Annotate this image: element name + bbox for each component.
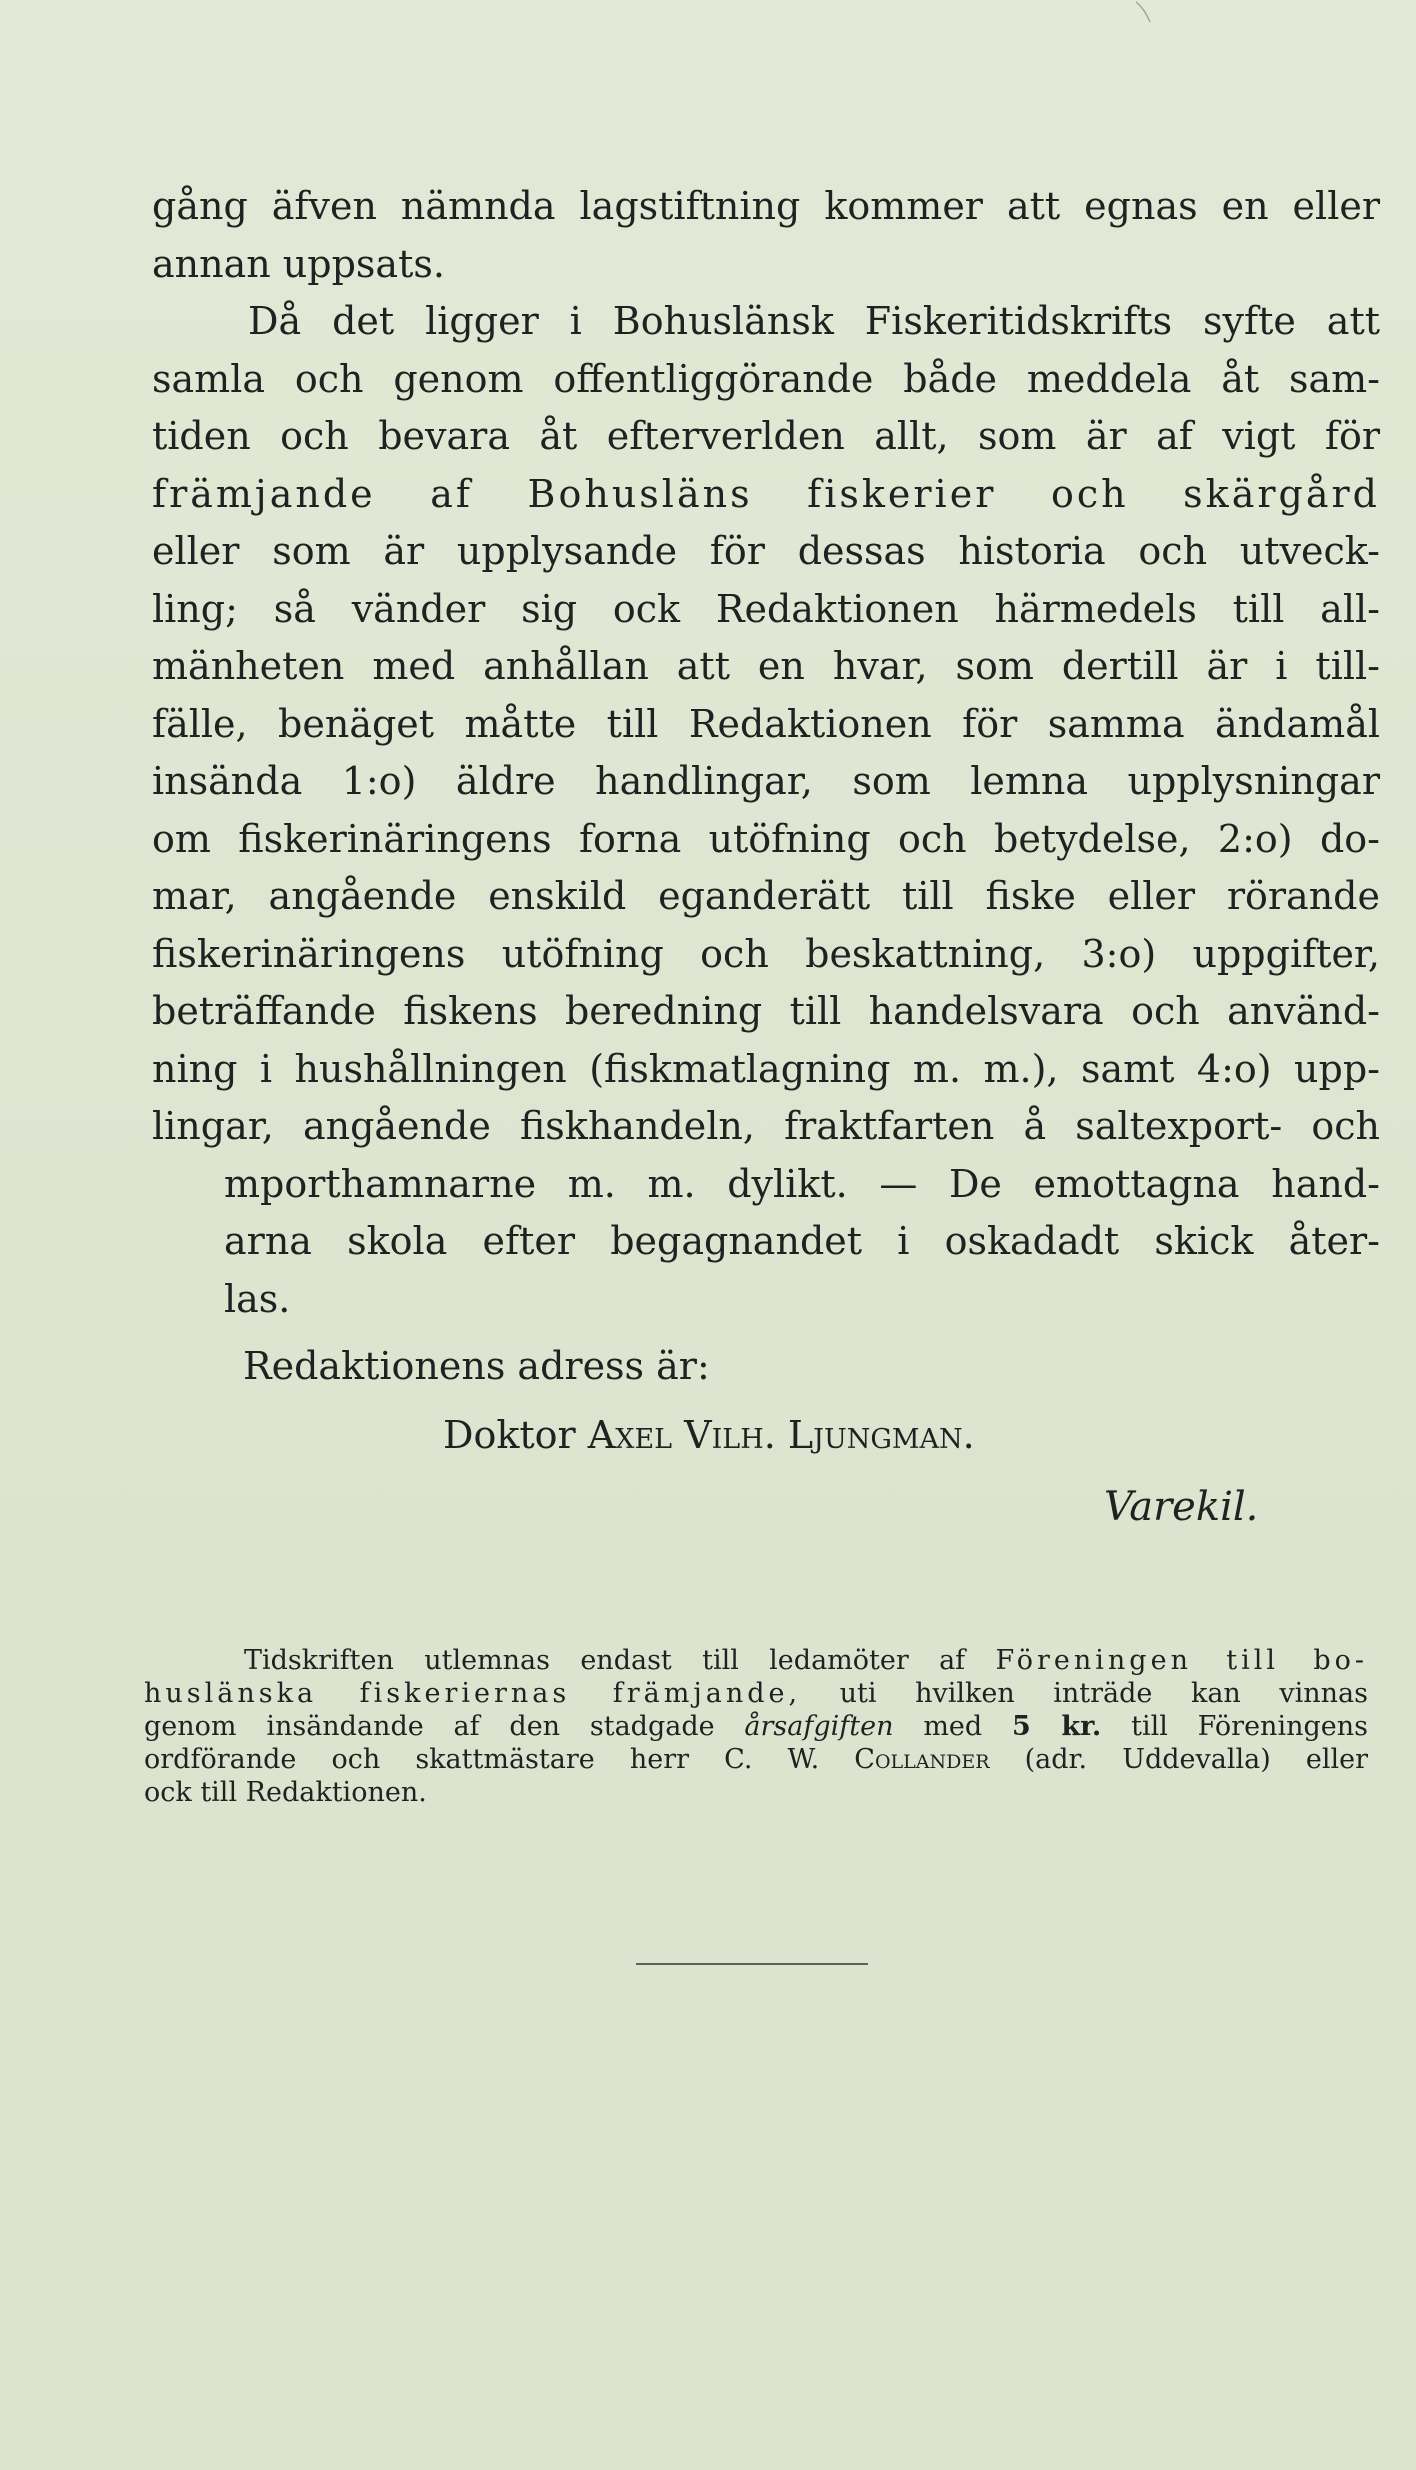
- footnote-line: [144, 1743, 1368, 1776]
- main-text: [152, 178, 1380, 1328]
- text-line: främjande af Bohusläns fiskerier och skärgård: [152, 471, 1380, 516]
- address-person: Axel Vilh. Ljungman.: [587, 1413, 975, 1457]
- footnote-text: uti hvilken inträde kan vinnas: [839, 1678, 1368, 1709]
- footnote: [144, 1644, 1368, 1809]
- address-label: Redaktionens adress är:: [243, 1344, 710, 1388]
- footnote-fee-amount: 5 kr.: [1012, 1711, 1102, 1742]
- footnote-text: genom insändande af den stadgade: [144, 1711, 715, 1742]
- footnote-text: (adr. Uddevalla) eller: [1024, 1744, 1368, 1775]
- text-line: insända 1:o) äldre handlingar, som lemna upplysningar: [152, 759, 1380, 803]
- text-line: samla och genom offentliggörande både meddela åt sam-: [152, 356, 1380, 401]
- text-line: tiden och bevara åt efterverlden allt, som är af vigt för: [152, 414, 1380, 458]
- text-line: Då det ligger i Bohuslänsk Fiskeritidskrifts syfte att: [248, 299, 1380, 343]
- text-line: mporthamnarne m. m. dylikt. — De emottagna hand-: [224, 1161, 1380, 1206]
- footnote-line: ock till Redaktionen.: [144, 1777, 427, 1808]
- text-line: fälle, benäget måtte till Redaktionen för samma ändamål: [152, 701, 1380, 746]
- footnote-text: med: [923, 1711, 983, 1742]
- address-title: Doktor: [443, 1413, 576, 1457]
- footnote-text: Tidskriften utlemnas endast till ledamöter af: [244, 1645, 966, 1676]
- address-name: [443, 1413, 975, 1457]
- text-line: arna skola efter begagnandet i oskadadt skick åter-: [224, 1219, 1380, 1263]
- text-line: ling; så vänder sig ock Redaktionen härmedels till all-: [152, 586, 1380, 631]
- text-line: annan uppsats.: [152, 241, 445, 286]
- text-line: eller som är upplysande för dessas historia och utveck-: [152, 529, 1380, 573]
- text-line: fiskerinäringens utöfning och beskattning, 3:o) uppgifter,: [152, 931, 1380, 976]
- footnote-line: [144, 1677, 1368, 1710]
- text-line: beträffande fiskens beredning till handelsvara och använd-: [152, 989, 1380, 1033]
- text-line: gång äfven nämnda lagstiftning kommer att egnas en eller: [152, 184, 1380, 228]
- text-line: om fiskerinäringens forna utöfning och betydelse, 2:o) do-: [152, 816, 1380, 861]
- footnote-line: [144, 1644, 1368, 1677]
- corner-mark: [1130, 0, 1160, 28]
- footnote-fee-term: årsafgiften: [744, 1711, 894, 1742]
- text-line: mar, angående enskild eganderätt till fiske eller rörande: [152, 874, 1380, 918]
- footnote-line: [144, 1710, 1368, 1743]
- footnote-society: huslänska fiskeriernas främjande,: [144, 1678, 802, 1709]
- text-line: mänheten med anhållan att en hvar, som dertill är i till-: [152, 644, 1380, 688]
- footnote-society: Föreningen till bo-: [995, 1645, 1369, 1676]
- text-line: ning i hushållningen (fiskmatlagning m. m.), samt 4:o) upp-: [152, 1046, 1380, 1091]
- closing-rule: [636, 1963, 868, 1965]
- footnote-treasurer: Collander: [854, 1744, 990, 1775]
- footnote-text: ordförande och skattmästare herr C. W.: [144, 1744, 820, 1775]
- address-place: Varekil.: [1104, 1484, 1259, 1530]
- text-line: lingar, angående fiskhandeln, fraktfarten å saltexport- och: [152, 1104, 1380, 1148]
- text-line: las.: [224, 1276, 291, 1321]
- footnote-text: till Föreningens: [1131, 1711, 1368, 1742]
